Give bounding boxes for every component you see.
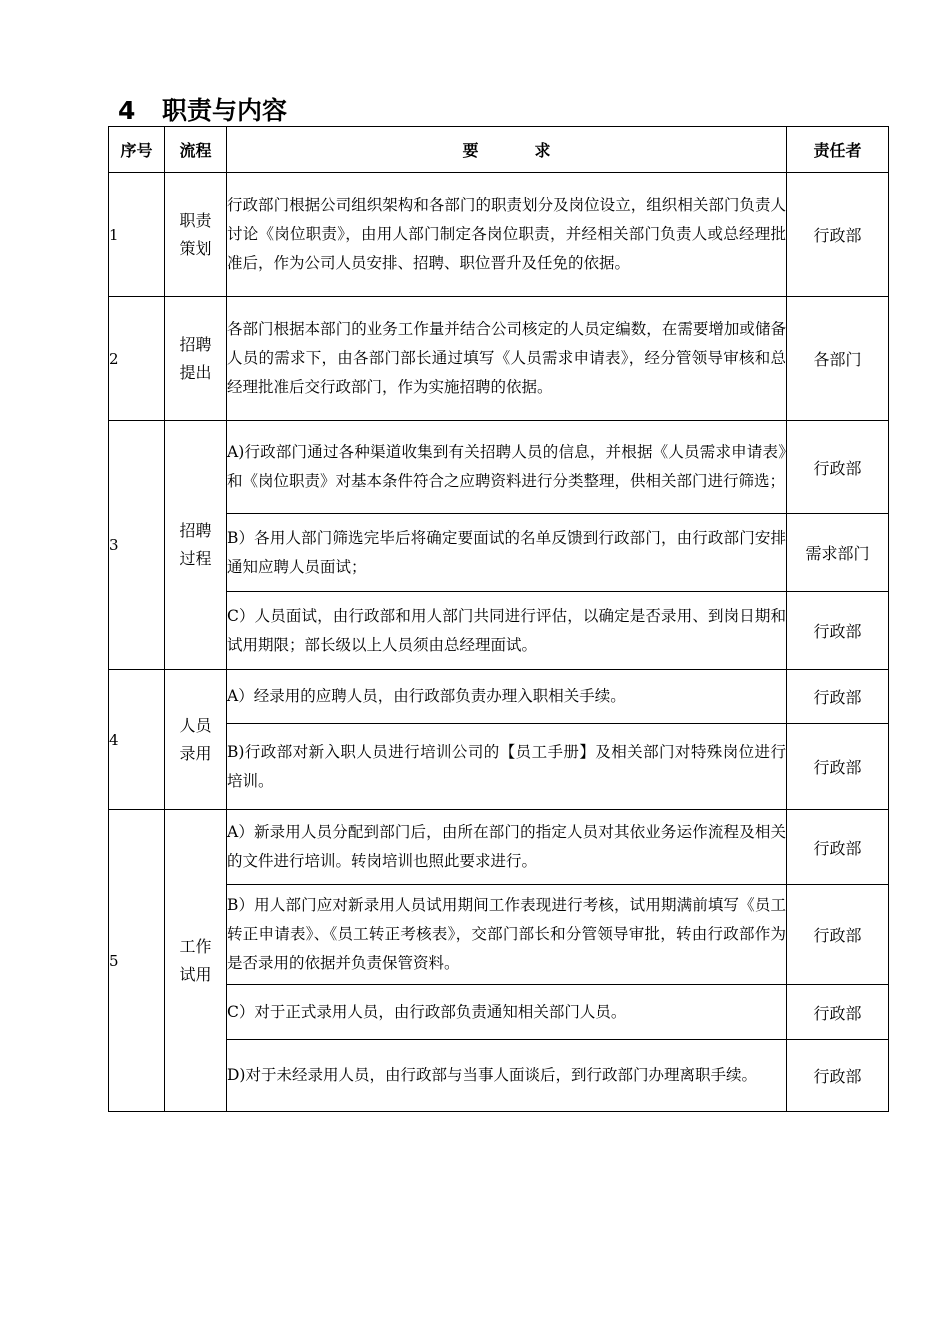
table-row <box>109 421 889 514</box>
requirement-cell: 各部门根据本部门的业务工作量并结合公司核定的人员定编数，在需要增加或储备人员的需求下，由各部门部长通过填写《人员需求申请表》，经分管领导审核和总经理批准后交行政部门，作为实施招聘的依据。 <box>227 297 787 421</box>
requirement-cell: B）各用人部门筛选完毕后将确定要面试的名单反馈到行政部门，由行政部门安排通知应聘人员面试； <box>227 514 787 592</box>
requirement-cell: C）对于正式录用人员，由行政部负责通知相关部门人员。 <box>227 985 787 1040</box>
owner-cell: 各部门 <box>787 297 889 421</box>
section-title <box>118 94 287 128</box>
header-seq: 序号 <box>109 127 165 173</box>
requirement-cell: B）用人部门应对新录用人员试用期间工作表现进行考核，试用期满前填写《员工转正申请表》、《员工转正考核表》，交部门部长和分管领导审批，转由行政部作为是否录用的依据并负责保管资料。 <box>227 885 787 985</box>
header-process: 流程 <box>165 127 227 173</box>
owner-cell: 行政部 <box>787 985 889 1040</box>
owner-cell: 行政部 <box>787 1040 889 1112</box>
seq-cell: 5 <box>109 810 165 1112</box>
table-row <box>109 297 889 421</box>
table-row <box>109 670 889 724</box>
owner-cell: 行政部 <box>787 421 889 514</box>
owner-cell: 行政部 <box>787 173 889 297</box>
requirement-cell: A）经录用的应聘人员，由行政部负责办理入职相关手续。 <box>227 670 787 724</box>
owner-cell: 行政部 <box>787 724 889 810</box>
duty-table <box>108 126 889 1112</box>
process-line: 人员 <box>179 715 212 735</box>
process-line: 招聘 <box>179 334 212 354</box>
seq-cell: 3 <box>109 421 165 670</box>
requirement-cell: A)行政部门通过各种渠道收集到有关招聘人员的信息，并根据《人员需求申请表》和《岗位职责》对基本条件符合之应聘资料进行分类整理，供相关部门进行筛选； <box>227 421 787 514</box>
seq-cell: 4 <box>109 670 165 810</box>
header-requirement <box>227 127 787 173</box>
process-cell <box>165 173 227 297</box>
process-cell <box>165 810 227 1112</box>
table-header-row <box>109 127 889 173</box>
header-req-char-2: 求 <box>534 141 551 160</box>
requirement-cell: 行政部门根据公司组织架构和各部门的职责划分及岗位设立，组织相关部门负责人讨论《岗位职责》，由用人部门制定各岗位职责，并经相关部门负责人或总经理批准后，作为公司人员安排、招聘、职位晋升及任免的依据。 <box>227 173 787 297</box>
section-title-text: 职责与内容 <box>162 96 288 125</box>
process-line: 提出 <box>179 362 212 382</box>
process-line: 试用 <box>179 964 212 984</box>
requirement-cell: C）人员面试，由行政部和用人部门共同进行评估，以确定是否录用、到岗日期和试用期限；部长级以上人员须由总经理面试。 <box>227 592 787 670</box>
process-cell <box>165 421 227 670</box>
header-req-char-1: 要 <box>462 141 479 160</box>
table-row <box>109 173 889 297</box>
process-line: 过程 <box>179 549 212 568</box>
owner-cell: 行政部 <box>787 670 889 724</box>
owner-cell: 需求部门 <box>787 514 889 592</box>
section-number: 4 <box>118 96 136 125</box>
table-row <box>109 810 889 885</box>
owner-cell: 行政部 <box>787 592 889 670</box>
process-line: 工作 <box>179 936 212 956</box>
requirement-cell: D)对于未经录用人员，由行政部与当事人面谈后，到行政部门办理离职手续。 <box>227 1040 787 1112</box>
process-line: 招聘 <box>179 521 212 540</box>
header-owner: 责任者 <box>787 127 889 173</box>
seq-cell: 1 <box>109 173 165 297</box>
seq-cell: 2 <box>109 297 165 421</box>
owner-cell: 行政部 <box>787 810 889 885</box>
process-line: 策划 <box>179 238 212 258</box>
requirement-cell: A）新录用人员分配到部门后，由所在部门的指定人员对其依业务运作流程及相关的文件进行培训。转岗培训也照此要求进行。 <box>227 810 787 885</box>
requirement-cell: B)行政部对新入职人员进行培训公司的【员工手册】及相关部门对特殊岗位进行培训。 <box>227 724 787 810</box>
owner-cell: 行政部 <box>787 885 889 985</box>
process-cell <box>165 297 227 421</box>
process-cell <box>165 670 227 810</box>
process-line: 职责 <box>179 210 212 230</box>
process-line: 录用 <box>179 743 212 763</box>
